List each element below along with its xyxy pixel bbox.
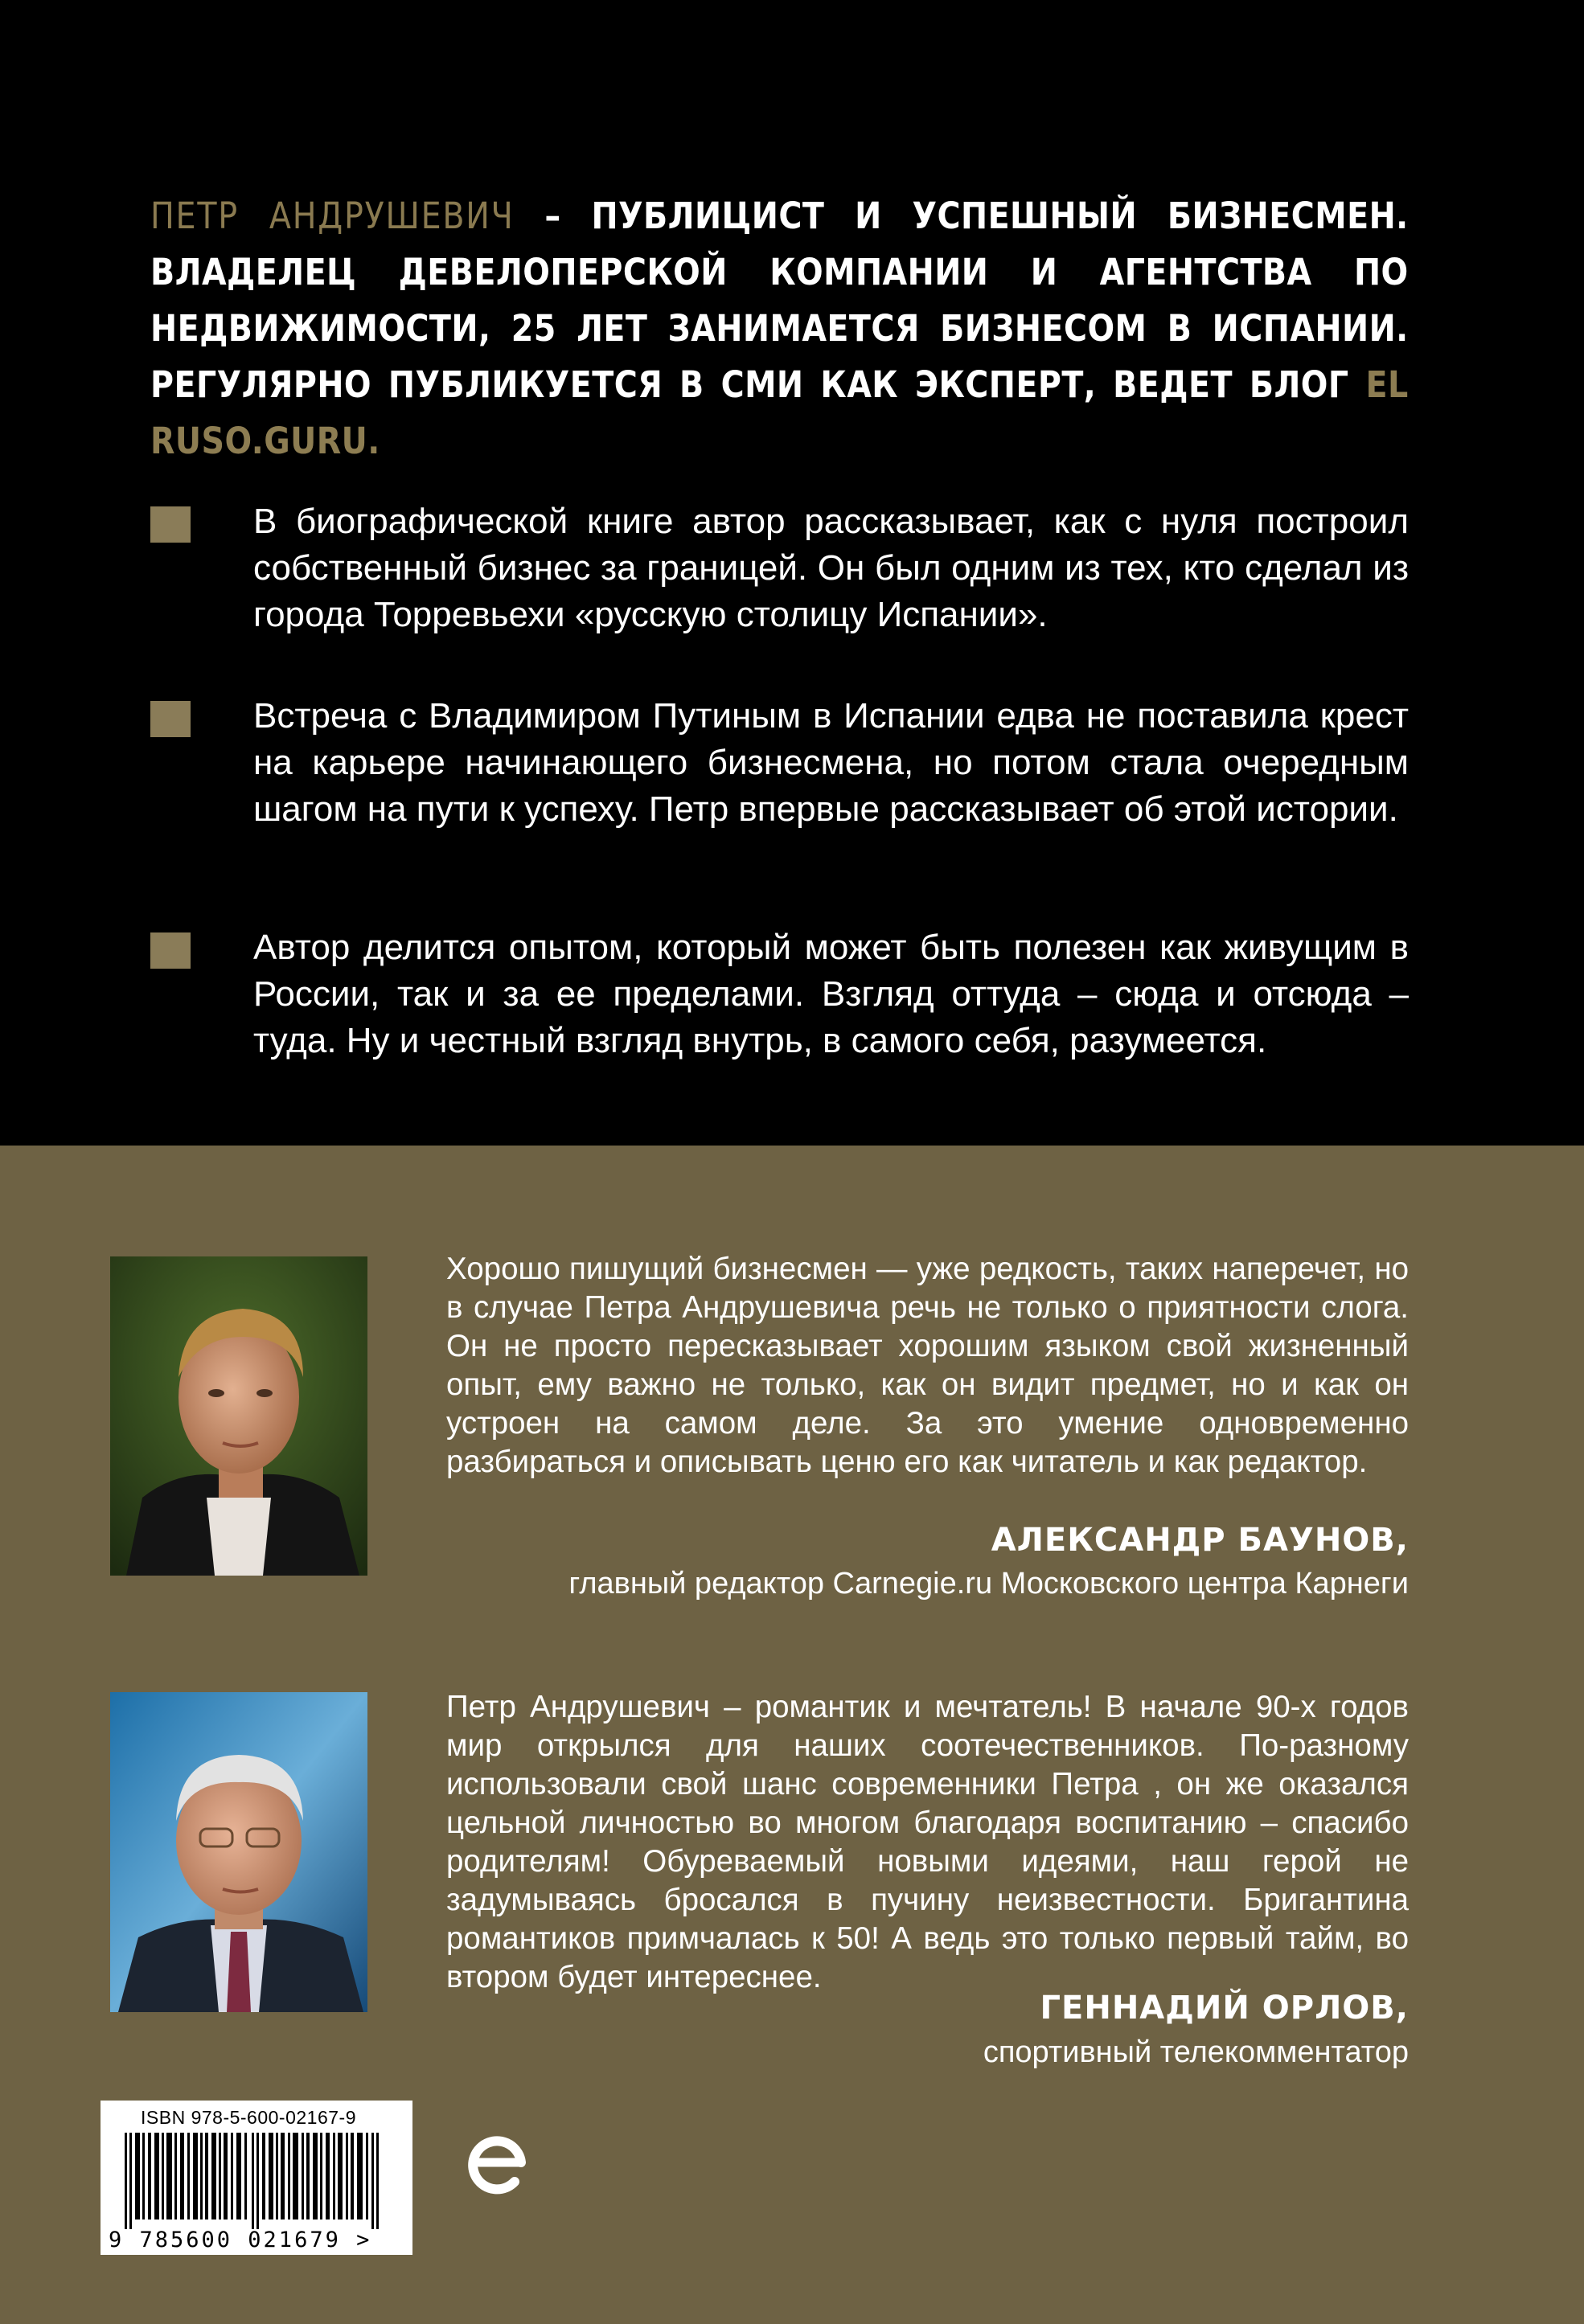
barcode-bars bbox=[125, 2133, 390, 2229]
reviewer-photo-orlov bbox=[110, 1692, 367, 2012]
quote-role: спортивный телекомментатор bbox=[983, 2035, 1409, 2069]
quote-role: главный редактор Carnegie.ru Московского центра Карнеги bbox=[568, 1567, 1409, 1601]
bullet-square-icon bbox=[150, 701, 191, 737]
barcode-number: 9 785600 021679 > bbox=[109, 2228, 372, 2252]
author-intro bbox=[150, 188, 1409, 469]
reviewer-photo-baunov bbox=[110, 1256, 367, 1576]
quote-text: Хорошо пишущий бизнесмен — уже редкость, таких наперечет, но в случае Петра Андрушевича речь не только о приятности слога. Он не просто пересказывает хорошим языком свой жизненный опыт, ему важно не только, как он видит предмет, но и как он устроен на самом деле. За это умение одновременно разбираться и описывать ценю его как читатель и как редактор. bbox=[446, 1252, 1409, 1479]
bullet-text: Встреча с Владимиром Путиным в Испании едва не поставила крест на карьере начинающего бизнесмена, но потом стала очередным шагом на пути к успеху. Петр впервые рассказывает об этой истории. bbox=[253, 696, 1409, 829]
bullet-text: В биографической книге автор рассказывает, как с нуля построил собственный бизнес за границей. Он был одним из тех, кто сделал из города Торревьехи «русскую столицу Испании». bbox=[253, 502, 1409, 634]
author-name: ПЕТР АНДРУШЕВИЧ bbox=[150, 195, 515, 237]
publisher-logo-icon bbox=[458, 2124, 539, 2204]
intro-text: – ПУБЛИЦИСТ И УСПЕШНЫЙ БИЗНЕСМЕН. ВЛАДЕЛЕЦ ДЕВЕЛОПЕРСКОЙ КОМПАНИИ И АГЕНТСТВА ПО НЕДВИЖИМОСТИ, 25 ЛЕТ ЗАНИМАЕТСЯ БИЗНЕСОМ В ИСПАНИИ. РЕГУЛЯРНО ПУБЛИКУЕТСЯ В СМИ КАК ЭКСПЕРТ, ВЕДЕТ БЛОГ bbox=[150, 195, 1409, 406]
top-section bbox=[0, 0, 1584, 1146]
isbn-barcode bbox=[101, 2101, 412, 2255]
bullet-square-icon bbox=[150, 932, 191, 969]
quote-author: ГЕННАДИЙ ОРЛОВ, bbox=[1040, 1990, 1409, 2027]
bullet-text: Автор делится опытом, который может быть полезен как живущим в России, так и за ее пределами. Взгляд оттуда – сюда и отсюда – туда. Ну и честный взгляд внутрь, в самого себя, разумеется. bbox=[253, 928, 1409, 1060]
isbn-label: ISBN 978-5-600-02167-9 bbox=[141, 2107, 356, 2128]
quote-text: Петр Андрушевич – романтик и мечтатель! В начале 90-х годов мир открылся для наших соотечественников. По-разному использовали свой шанс современники Петра , он же оказался цельной личностью во многом благодаря воспитанию – спасибо родителям! Обуреваемый новыми идеями, наш герой не задумываясь бросался в пучину неизвестности. Бригантина романтиков примчалась к 50! А ведь это только первый тайм, во втором будет интереснее. bbox=[446, 1690, 1409, 1994]
bullet-square-icon bbox=[150, 506, 191, 543]
quote-author: АЛЕКСАНДР БАУНОВ, bbox=[991, 1522, 1409, 1559]
blog-name: EL RUSO.GURU. bbox=[150, 363, 1409, 462]
